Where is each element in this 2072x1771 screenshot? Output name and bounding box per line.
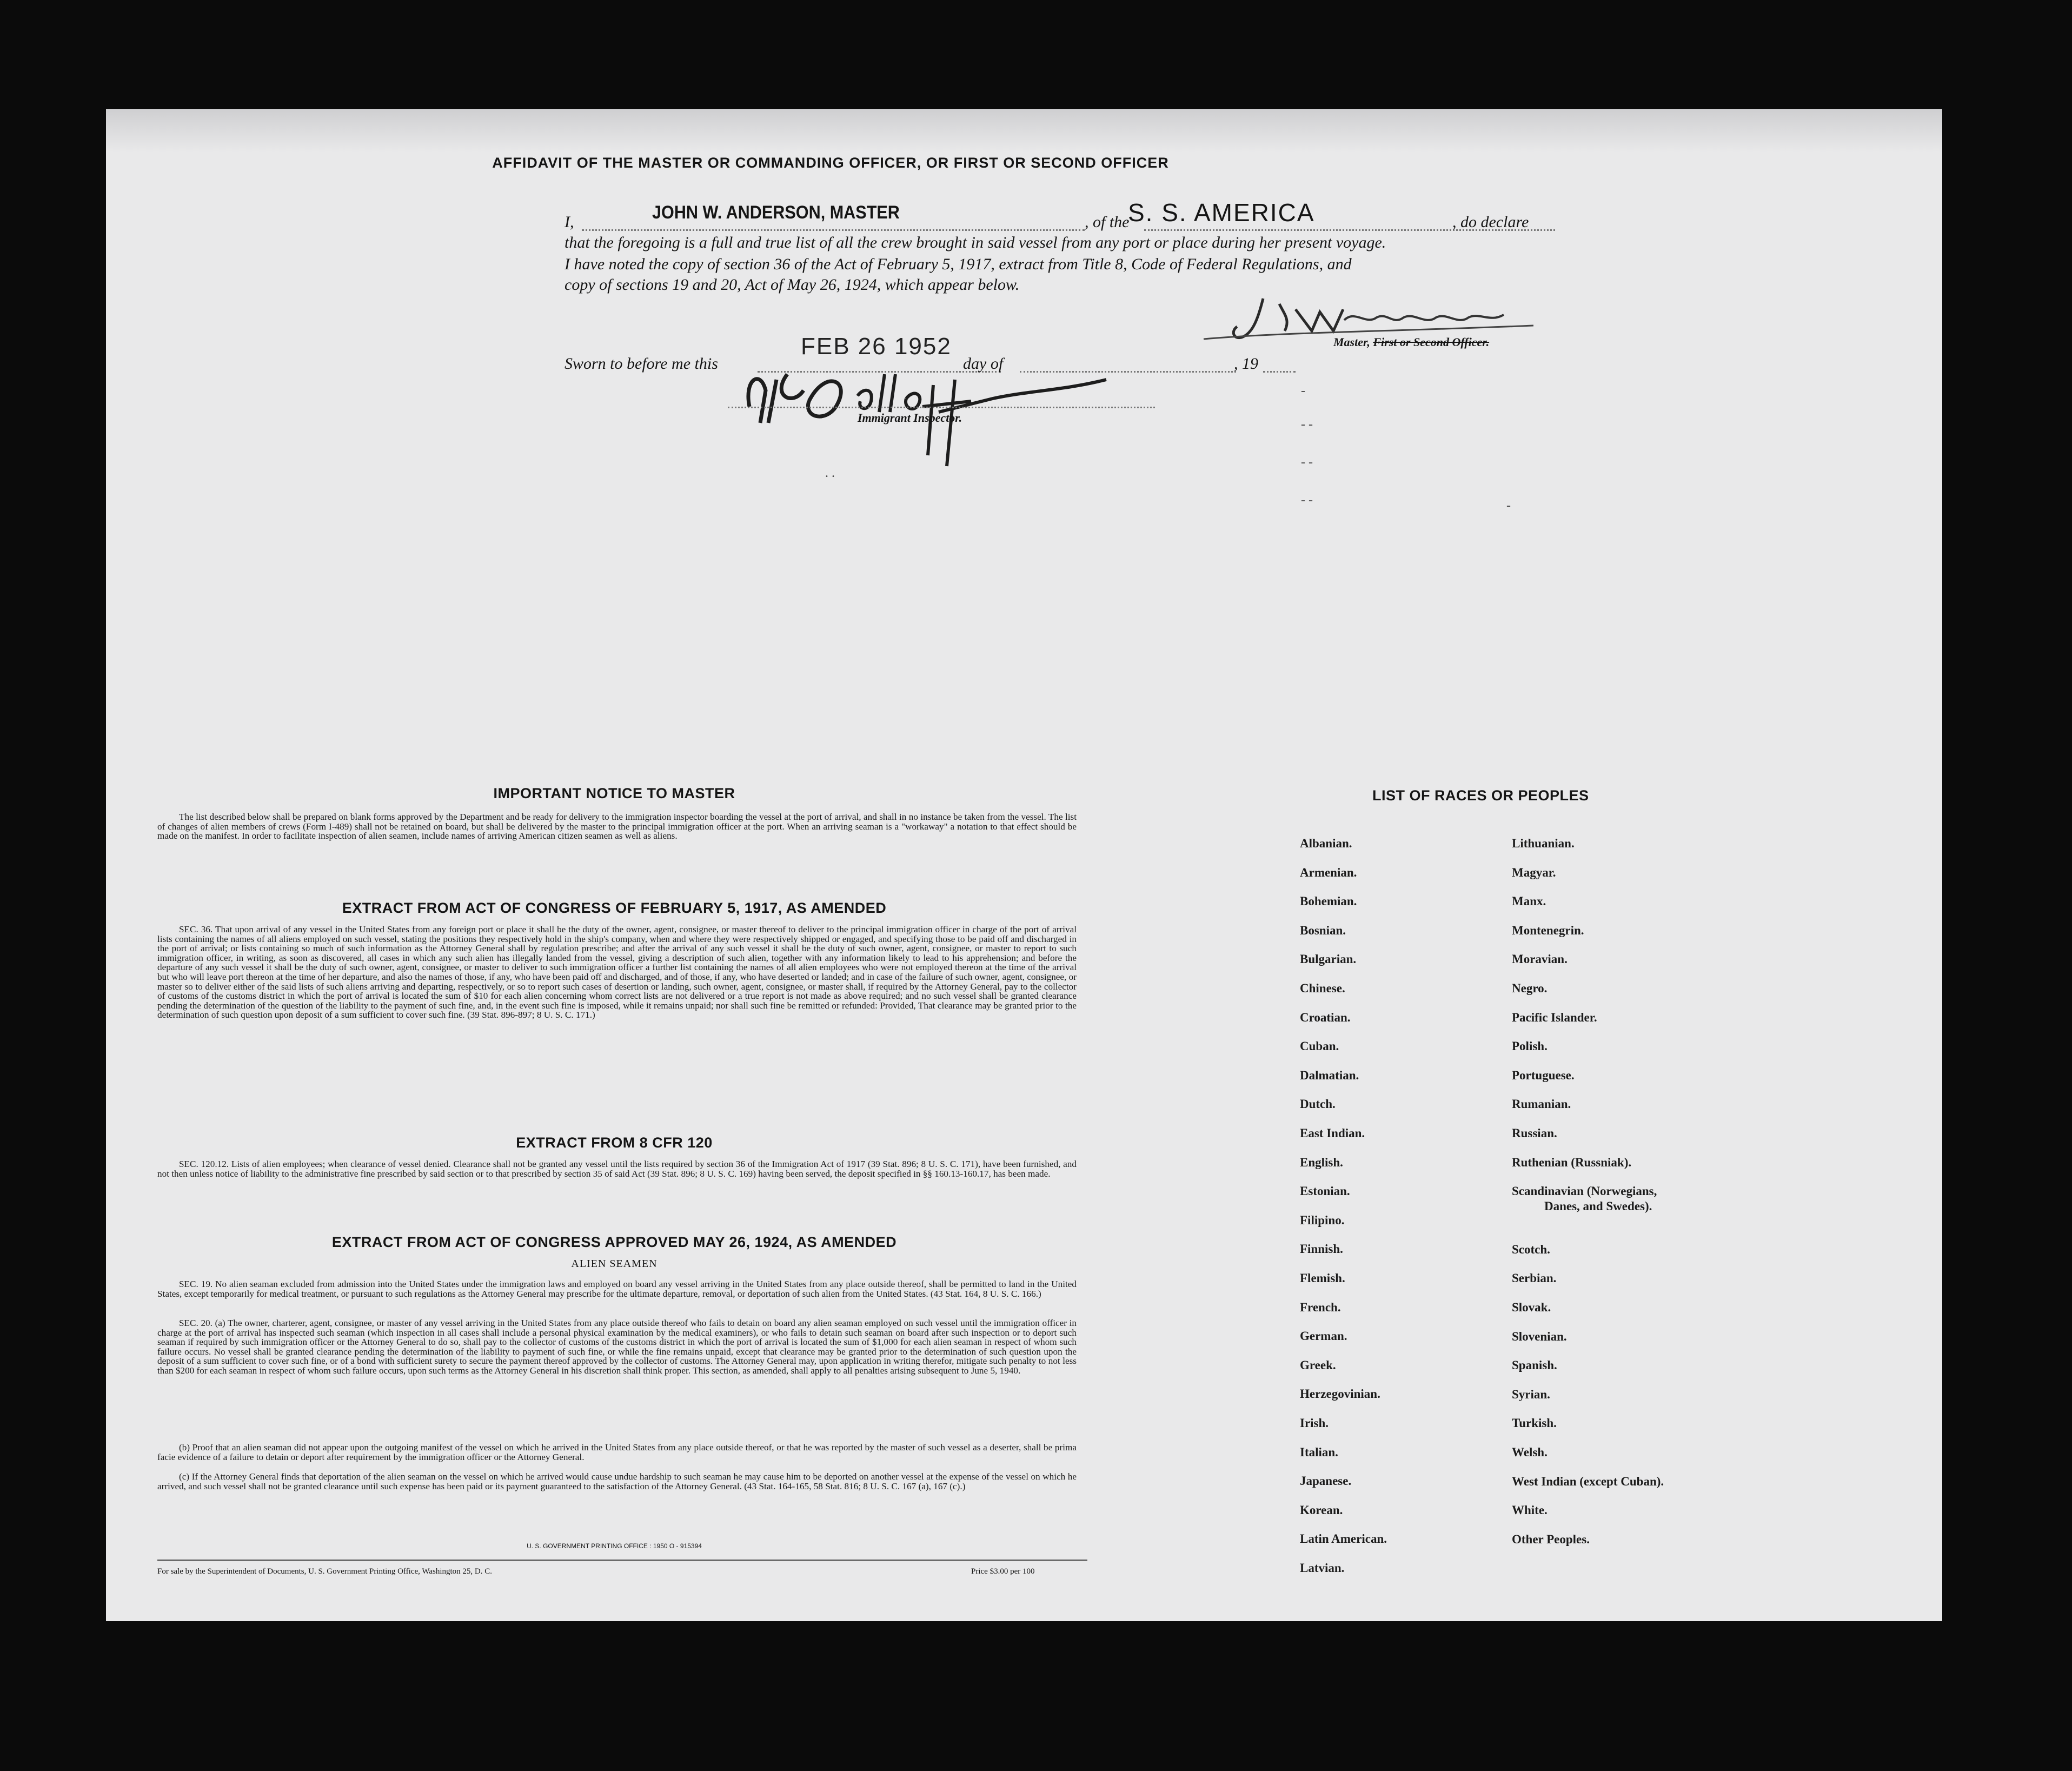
do-declare-label: , do declare bbox=[1452, 213, 1529, 231]
race-item: Portuguese. bbox=[1512, 1068, 1575, 1082]
inspector-caption: Immigrant Inspector. bbox=[858, 411, 962, 424]
race-item: Greek. bbox=[1300, 1358, 1336, 1372]
form-tick: - - bbox=[1301, 417, 1313, 432]
race-item: Finnish. bbox=[1300, 1242, 1343, 1256]
vessel-name-field: S. S. AMERICA bbox=[1128, 198, 1315, 227]
day-of-label: day of bbox=[963, 355, 1004, 373]
notice-title: IMPORTANT NOTICE TO MASTER bbox=[493, 785, 735, 801]
race-item: Rumanian. bbox=[1512, 1097, 1571, 1111]
extract-1924-sec20a: SEC. 20. (a) The owner, charterer, agent, consignee, or master of any vessel arriving in the United States from any place outside thereof who fails to detain on board any alien seaman employed on such vessel until the immigration officer in charge at the port of arrival has inspected such seaman (which inspection in all cases shall include a personal physical examination by the medical examiners), or who fails to detain such seaman on board after such inspection or to deport such seaman if required by such immigration officer or the Attorney General to do so, shall pay to the collector of customs of the customs district in which the port of arrival is located the sum of $1,000 for each alien seaman in respect of whom such failure occurs. No vessel shall be granted clearance pending the determination of the liability to payment of such fine, or while the fine remains unpaid, except that clearance may be granted prior to the determination of such question upon the deposit of a sum sufficient to cover such fine, or of a bond with sufficient surety to secure the payment thereof approved by the collector of customs. The Attorney General may, upon application in writing therefor, mitigate such penalty to not less than $200 for each seaman in respect of whom such failure occurs, upon such terms as the Attorney General in his discretion shall think proper. This section, as amended, shall apply to all penalties arising subsequent to June 5, 1940. bbox=[157, 1318, 1077, 1376]
race-item: Dalmatian. bbox=[1300, 1068, 1359, 1082]
race-item: Albanian. bbox=[1300, 837, 1352, 850]
race-item: West Indian (except Cuban). bbox=[1512, 1474, 1664, 1488]
master-caption: Master, First or Second Officer. bbox=[1333, 335, 1490, 349]
race-item: Latin American. bbox=[1300, 1532, 1387, 1546]
race-item: Lithuanian. bbox=[1512, 837, 1575, 850]
race-item: Slovak. bbox=[1512, 1301, 1551, 1314]
extract-1917-title: EXTRACT FROM ACT OF CONGRESS OF FEBRUARY 5, 1917, AS AMENDED bbox=[342, 900, 887, 916]
footer-left: For sale by the Superintendent of Documents, U. S. Government Printing Office, Washington 25, D. C. bbox=[157, 1567, 492, 1576]
affidavit-title: AFFIDAVIT OF THE MASTER OR COMMANDING OFFICER, OR FIRST OR SECOND OFFICER bbox=[492, 155, 1169, 171]
race-item: Serbian. bbox=[1512, 1271, 1557, 1285]
extract-1924-sec19: SEC. 19. No alien seaman excluded from admission into the United States under the immigration laws and employed on board any vessel arriving in the United States from any place outside thereof, shall be permitted to land in the United States, except temporarily for medical treatment, or pursuant to such regulations as the Attorney General may prescribe for the ultimate departure, removal, or deportation of such alien from the United States. (43 Stat. 164, 8 U. S. C. 166.) bbox=[157, 1279, 1077, 1299]
race-item: East Indian. bbox=[1300, 1126, 1365, 1140]
race-item: Latvian. bbox=[1300, 1561, 1345, 1575]
race-item: German. bbox=[1300, 1329, 1347, 1343]
gpo-line: U. S. GOVERNMENT PRINTING OFFICE : 1950 O - 915394 bbox=[527, 1542, 702, 1550]
extract-1924-subtitle: ALIEN SEAMEN bbox=[571, 1258, 658, 1270]
form-tick: - - bbox=[1301, 455, 1313, 469]
name-fill-line bbox=[582, 229, 1085, 231]
race-item: Slovenian. bbox=[1512, 1329, 1567, 1343]
footer-right: Price $3.00 per 100 bbox=[971, 1567, 1035, 1576]
race-item: Scandinavian (Norwegians, bbox=[1512, 1184, 1657, 1198]
form-tick: - - bbox=[1301, 493, 1313, 507]
extract-1924-sec20b: (b) Proof that an alien seaman did not appear upon the outgoing manifest of the vessel on which he arrived in the United States from any place outside thereof, or that he was reported by the master of such vessel as a deserter, shall be prima facie evidence of a failure to detain or deport after requirement by the immigration officer or the Attorney General. bbox=[157, 1442, 1077, 1462]
race-item: Russian. bbox=[1512, 1126, 1557, 1140]
affidavit-i-label: I, bbox=[565, 213, 574, 231]
notice-body: The list described below shall be prepared on blank forms approved by the Department and be ready for delivery to the immigration inspector boarding the vessel at the port of arrival, and shall in no instance be taken from the vessel. The list of changes of alien members of crews (Form I-489) shall not be retained on board, but shall be delivered by the master to the principal immigration officer at the port. When an arriving seaman is a "workaway" a notation to that effect should be made on the manifest. In order to facilitate inspection of alien seamen, include names of arriving American citizen seamen as well as aliens. bbox=[157, 812, 1077, 841]
race-item: Pacific Islander. bbox=[1512, 1010, 1597, 1024]
footer-rule bbox=[157, 1560, 1087, 1561]
race-item: Bosnian. bbox=[1300, 923, 1346, 937]
race-item: Magyar. bbox=[1512, 865, 1556, 879]
race-item: Herzegovinian. bbox=[1300, 1387, 1380, 1401]
race-item: Estonian. bbox=[1300, 1184, 1350, 1198]
race-item: Chinese. bbox=[1300, 981, 1345, 995]
sworn-year-line bbox=[1263, 371, 1296, 373]
inspector-line bbox=[728, 407, 1155, 408]
race-item: Negro. bbox=[1512, 981, 1548, 995]
race-item: Cuban. bbox=[1300, 1039, 1339, 1053]
date-stamp: FEB 26 1952 bbox=[801, 333, 952, 360]
race-item: Syrian. bbox=[1512, 1387, 1550, 1401]
extract-cfr-title: EXTRACT FROM 8 CFR 120 bbox=[516, 1135, 713, 1151]
race-item: Bohemian. bbox=[1300, 894, 1357, 908]
race-item: Danes, and Swedes). bbox=[1544, 1199, 1652, 1213]
of-the-label: , of the bbox=[1085, 213, 1130, 231]
race-item: Filipino. bbox=[1300, 1213, 1345, 1227]
race-item: Armenian. bbox=[1300, 865, 1357, 879]
extract-cfr-body: SEC. 120.12. Lists of alien employees; when clearance of vessel denied. Clearance shall not be granted any vessel until the lists required by section 36 of the Immigration Act of 1917 (39 Stat. 896; 8 U. S. C. 171), have been furnished, and not then unless notice of liability to the administrative fine prescribed by said section or to that prescribed by section 35 of said Act (39 Stat. 896; 8 U. S. C. 169) having been served, the deposit specified in §§ 160.13-160.17, has been made. bbox=[157, 1159, 1077, 1179]
race-item: Japanese. bbox=[1300, 1474, 1352, 1488]
race-item: Italian. bbox=[1300, 1445, 1338, 1459]
sworn-label: Sworn to before me this bbox=[565, 355, 718, 373]
affidavit-line-2: that the foregoing is a full and true list of all the crew brought in said vessel from any port or place during her present voyage. bbox=[565, 234, 1386, 251]
extract-1924-sec20c: (c) If the Attorney General finds that deportation of the alien seaman on the vessel on which he arrived would cause undue hardship to such seaman he may cause him to be deported on another vessel at the expense of the vessel on which he arrived, and such vessel shall not be granted clearance until such expense has been paid or its payment guaranteed to the satisfaction of the Attorney General. (43 Stat. 164-165, 58 Stat. 816; 8 U. S. C. 167 (a), 167 (c).) bbox=[157, 1471, 1077, 1491]
race-item: White. bbox=[1512, 1503, 1548, 1517]
race-item: Spanish. bbox=[1512, 1358, 1557, 1372]
master-name-field: JOHN W. ANDERSON, MASTER bbox=[652, 202, 900, 223]
race-item: Montenegrin. bbox=[1512, 923, 1584, 937]
extract-1924-title: EXTRACT FROM ACT OF CONGRESS APPROVED MAY 26, 1924, AS AMENDED bbox=[331, 1234, 897, 1250]
race-item: Scotch. bbox=[1512, 1242, 1550, 1256]
race-item: Ruthenian (Russniak). bbox=[1512, 1155, 1632, 1169]
race-item: Dutch. bbox=[1300, 1097, 1336, 1111]
document-page bbox=[106, 109, 1942, 1621]
year-prefix: , 19 bbox=[1234, 355, 1258, 373]
form-tick: - bbox=[1301, 384, 1305, 398]
affidavit-line-3: I have noted the copy of section 36 of the Act of February 5, 1917, extract from Title 8, Code of Federal Regulations, and bbox=[565, 255, 1352, 273]
affidavit-line-4: copy of sections 19 and 20, Act of May 26, 1924, which appear below. bbox=[565, 276, 1020, 294]
race-item: Korean. bbox=[1300, 1503, 1343, 1517]
form-tick: - bbox=[1506, 499, 1511, 513]
race-item: Croatian. bbox=[1300, 1010, 1351, 1024]
race-item: Polish. bbox=[1512, 1039, 1548, 1053]
race-item: English. bbox=[1300, 1155, 1343, 1169]
race-item: Manx. bbox=[1512, 894, 1546, 908]
races-title: LIST OF RACES OR PEOPLES bbox=[1372, 787, 1589, 804]
race-item: Moravian. bbox=[1512, 952, 1568, 966]
race-item: Irish. bbox=[1300, 1416, 1329, 1430]
race-item: Other Peoples. bbox=[1512, 1532, 1590, 1546]
race-item: Bulgarian. bbox=[1300, 952, 1357, 966]
form-tick: . . bbox=[825, 466, 835, 480]
race-item: French. bbox=[1300, 1300, 1341, 1314]
race-item: Turkish. bbox=[1512, 1416, 1557, 1430]
race-item: Flemish. bbox=[1300, 1271, 1345, 1285]
race-item: Welsh. bbox=[1512, 1445, 1548, 1459]
extract-1917-body: SEC. 36. That upon arrival of any vessel in the United States from any foreign port or place it shall be the duty of the owner, agent, consignee, or master thereof to deliver to the principal immigration officer in charge of the port of arrival lists containing the names of all aliens employed on such vessel, stating the positions they respectively hold in the ship's company, when and where they were respectively shipped or engaged, and specifying those to be paid off and discharged in the port of arrival; or lists containing so much of such information as the Attorney General shall by regulation prescribe; and after the arrival of any such vessel it shall be the duty of such owner, agent, consignee, or master to report to such immigration officer, in writing, as soon as discovered, all cases in which any such alien has illegally landed from the vessel, giving a description of such alien, together with any information likely to lead to his apprehension; and before the departure of any such vessel it shall be the duty of such owner, agent, consignee, or master to deliver to such immigration officer a further list containing the names of all alien employees who were not employed thereon at the time of the arrival but who will leave port thereon at the time of her departure, and also the names of those, if any, who have been paid off and discharged, and of those, if any, who have deserted or landed; and in case of the failure of such owner, agent, consignee, or master so to deliver either of the said lists of such aliens arriving and departing, respectively, or so to report such cases of desertion or landing, such owner, agent, consignee, or master shall, if required by the Attorney General, pay to the collector of customs of the customs district in which the port of arrival is located the sum of $10 for each alien concerning whom correct lists are not delivered or a true report is not made as above required; and no such vessel shall be granted clearance pending the determination of the question of the liability to the payment of such fine, and, in the event such fine is imposed, while it remains unpaid; nor shall such fine be remitted or refunded: Provided, That clearance may be granted prior to the determination of such question upon deposit of a sum sufficient to cover such fine. (39 Stat. 896-897; 8 U. S. C. 171.) bbox=[157, 924, 1077, 1020]
